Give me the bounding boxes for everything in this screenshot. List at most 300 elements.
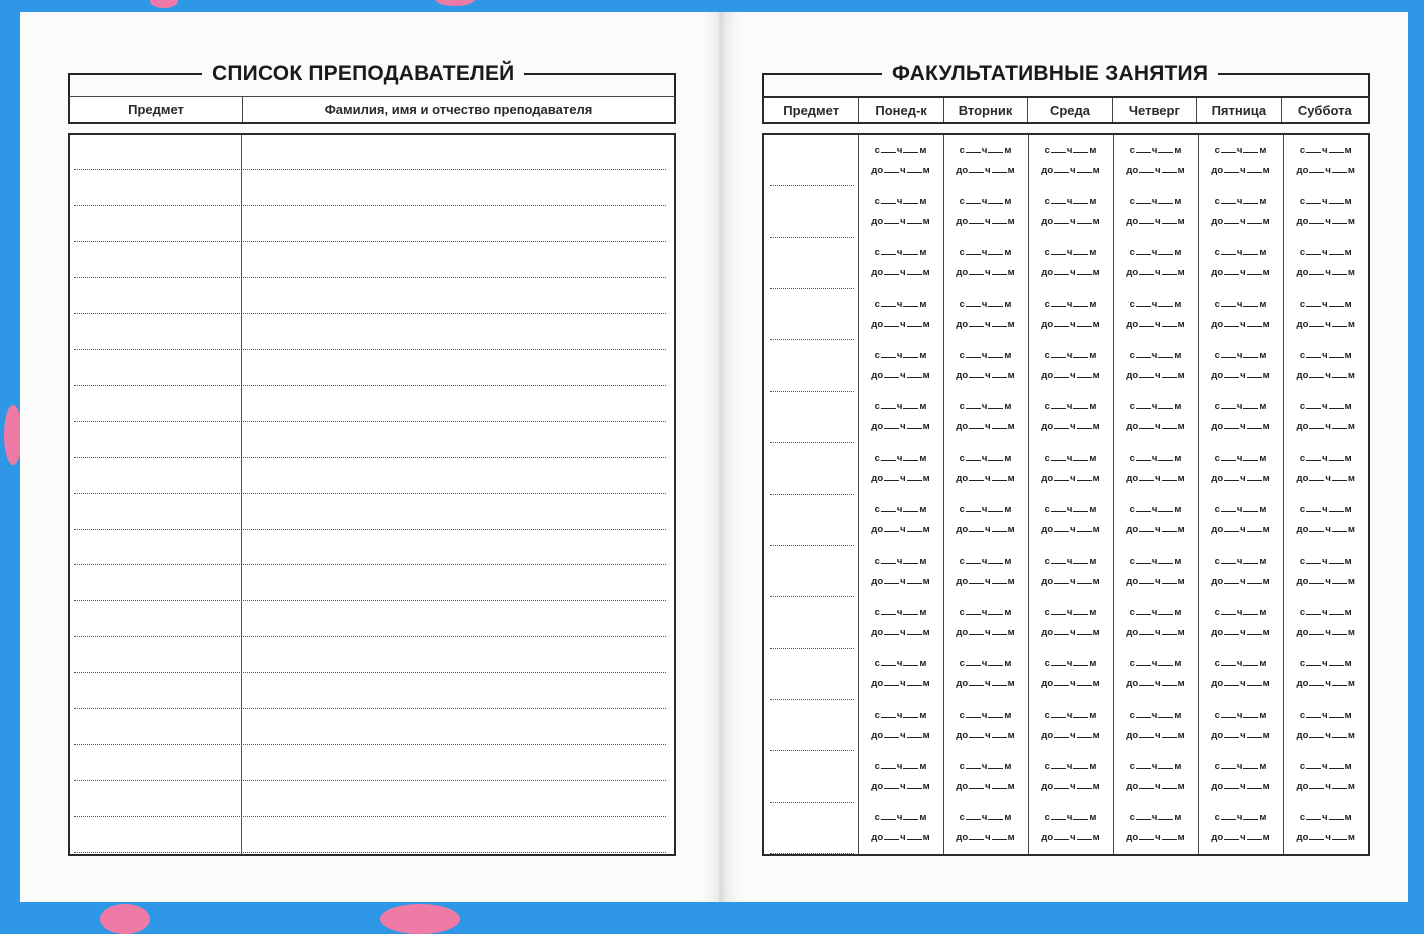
minute-blank[interactable] <box>1073 298 1088 307</box>
minute-blank[interactable] <box>1243 298 1258 307</box>
minute-blank[interactable] <box>1077 523 1092 532</box>
minute-blank[interactable] <box>1247 472 1262 481</box>
minute-blank[interactable] <box>1332 369 1347 378</box>
minute-blank[interactable] <box>988 555 1003 564</box>
minute-blank[interactable] <box>1329 811 1344 820</box>
minute-blank[interactable] <box>992 164 1007 173</box>
minute-blank[interactable] <box>1077 369 1092 378</box>
hour-blank[interactable] <box>1136 811 1151 820</box>
hour-blank[interactable] <box>1051 144 1066 153</box>
minute-blank[interactable] <box>1158 503 1173 512</box>
hour-blank[interactable] <box>1224 523 1239 532</box>
hour-blank[interactable] <box>1309 369 1324 378</box>
time-slot-cell[interactable] <box>1198 135 1283 186</box>
hour-blank[interactable] <box>1054 420 1069 429</box>
time-slot-cell[interactable] <box>858 238 943 289</box>
minute-blank[interactable] <box>1077 318 1092 327</box>
minute-blank[interactable] <box>1077 266 1092 275</box>
hour-blank[interactable] <box>1136 760 1151 769</box>
hour-blank[interactable] <box>1306 760 1321 769</box>
time-slot-cell[interactable] <box>1113 700 1198 751</box>
minute-blank[interactable] <box>992 420 1007 429</box>
time-slot-cell[interactable] <box>943 135 1028 186</box>
hour-blank[interactable] <box>969 677 984 686</box>
hour-blank[interactable] <box>1051 657 1066 666</box>
minute-blank[interactable] <box>1243 246 1258 255</box>
hour-blank[interactable] <box>1221 195 1236 204</box>
minute-blank[interactable] <box>1329 503 1344 512</box>
hour-blank[interactable] <box>1054 729 1069 738</box>
minute-blank[interactable] <box>992 369 1007 378</box>
subject-cell[interactable] <box>764 649 858 700</box>
time-slot-cell[interactable] <box>1028 443 1113 494</box>
minute-blank[interactable] <box>1158 349 1173 358</box>
minute-blank[interactable] <box>1162 780 1177 789</box>
hour-blank[interactable] <box>881 144 896 153</box>
minute-blank[interactable] <box>903 503 918 512</box>
minute-blank[interactable] <box>903 195 918 204</box>
time-slot-cell[interactable] <box>858 340 943 391</box>
minute-blank[interactable] <box>1073 349 1088 358</box>
hour-blank[interactable] <box>1309 575 1324 584</box>
hour-blank[interactable] <box>1221 298 1236 307</box>
time-slot-cell[interactable] <box>1198 443 1283 494</box>
time-slot-cell[interactable] <box>1113 186 1198 237</box>
minute-blank[interactable] <box>1329 709 1344 718</box>
minute-blank[interactable] <box>1077 780 1092 789</box>
hour-blank[interactable] <box>1306 606 1321 615</box>
subject-cell[interactable] <box>764 340 858 391</box>
time-slot-cell[interactable] <box>1198 700 1283 751</box>
hour-blank[interactable] <box>1221 144 1236 153</box>
minute-blank[interactable] <box>1158 709 1173 718</box>
hour-blank[interactable] <box>1051 709 1066 718</box>
hour-blank[interactable] <box>1224 677 1239 686</box>
time-slot-cell[interactable] <box>1198 803 1283 854</box>
minute-blank[interactable] <box>988 452 1003 461</box>
hour-blank[interactable] <box>1139 729 1154 738</box>
minute-blank[interactable] <box>988 246 1003 255</box>
hour-blank[interactable] <box>1051 400 1066 409</box>
time-slot-cell[interactable] <box>943 700 1028 751</box>
minute-blank[interactable] <box>1073 503 1088 512</box>
time-slot-cell[interactable] <box>858 443 943 494</box>
hour-blank[interactable] <box>881 246 896 255</box>
hour-blank[interactable] <box>1306 298 1321 307</box>
minute-blank[interactable] <box>1329 298 1344 307</box>
hour-blank[interactable] <box>1224 626 1239 635</box>
hour-blank[interactable] <box>1054 318 1069 327</box>
subject-cell[interactable] <box>764 186 858 237</box>
time-slot-cell[interactable] <box>943 443 1028 494</box>
hour-blank[interactable] <box>1224 831 1239 840</box>
minute-blank[interactable] <box>1332 318 1347 327</box>
hour-blank[interactable] <box>966 246 981 255</box>
time-slot-cell[interactable] <box>943 751 1028 802</box>
hour-blank[interactable] <box>1051 246 1066 255</box>
time-slot-cell[interactable] <box>943 340 1028 391</box>
hour-blank[interactable] <box>1139 677 1154 686</box>
minute-blank[interactable] <box>907 677 922 686</box>
minute-blank[interactable] <box>1329 144 1344 153</box>
hour-blank[interactable] <box>1221 349 1236 358</box>
time-slot-cell[interactable] <box>1113 546 1198 597</box>
minute-blank[interactable] <box>1162 369 1177 378</box>
time-slot-cell[interactable] <box>1283 289 1368 340</box>
time-slot-cell[interactable] <box>1283 495 1368 546</box>
minute-blank[interactable] <box>988 606 1003 615</box>
minute-blank[interactable] <box>992 780 1007 789</box>
minute-blank[interactable] <box>1247 215 1262 224</box>
minute-blank[interactable] <box>1158 452 1173 461</box>
minute-blank[interactable] <box>1329 246 1344 255</box>
minute-blank[interactable] <box>992 523 1007 532</box>
time-slot-cell[interactable] <box>1113 803 1198 854</box>
minute-blank[interactable] <box>1247 626 1262 635</box>
minute-blank[interactable] <box>1247 523 1262 532</box>
minute-blank[interactable] <box>1158 400 1173 409</box>
hour-blank[interactable] <box>884 215 899 224</box>
minute-blank[interactable] <box>1073 606 1088 615</box>
minute-blank[interactable] <box>1247 575 1262 584</box>
hour-blank[interactable] <box>1054 677 1069 686</box>
minute-blank[interactable] <box>1329 400 1344 409</box>
minute-blank[interactable] <box>1243 195 1258 204</box>
hour-blank[interactable] <box>969 472 984 481</box>
hour-blank[interactable] <box>1309 266 1324 275</box>
hour-blank[interactable] <box>1051 555 1066 564</box>
hour-blank[interactable] <box>884 318 899 327</box>
subject-cell[interactable] <box>764 546 858 597</box>
time-slot-cell[interactable] <box>1283 649 1368 700</box>
hour-blank[interactable] <box>969 318 984 327</box>
hour-blank[interactable] <box>1054 523 1069 532</box>
hour-blank[interactable] <box>1136 298 1151 307</box>
minute-blank[interactable] <box>1243 760 1258 769</box>
hour-blank[interactable] <box>884 420 899 429</box>
hour-blank[interactable] <box>1306 452 1321 461</box>
minute-blank[interactable] <box>1243 503 1258 512</box>
time-slot-cell[interactable] <box>1283 238 1368 289</box>
minute-blank[interactable] <box>907 626 922 635</box>
time-slot-cell[interactable] <box>1283 443 1368 494</box>
minute-blank[interactable] <box>1158 811 1173 820</box>
subject-cell[interactable] <box>764 289 858 340</box>
hour-blank[interactable] <box>1051 349 1066 358</box>
hour-blank[interactable] <box>1139 831 1154 840</box>
time-slot-cell[interactable] <box>858 495 943 546</box>
time-slot-cell[interactable] <box>943 649 1028 700</box>
hour-blank[interactable] <box>1139 472 1154 481</box>
time-slot-cell[interactable] <box>1113 289 1198 340</box>
time-slot-cell[interactable] <box>1283 700 1368 751</box>
time-slot-cell[interactable] <box>943 186 1028 237</box>
minute-blank[interactable] <box>1158 195 1173 204</box>
hour-blank[interactable] <box>1139 626 1154 635</box>
hour-blank[interactable] <box>966 606 981 615</box>
time-slot-cell[interactable] <box>1283 392 1368 443</box>
minute-blank[interactable] <box>1162 420 1177 429</box>
time-slot-cell[interactable] <box>1113 135 1198 186</box>
time-slot-cell[interactable] <box>1113 649 1198 700</box>
time-slot-cell[interactable] <box>1198 649 1283 700</box>
hour-blank[interactable] <box>1136 503 1151 512</box>
time-slot-cell[interactable] <box>1028 289 1113 340</box>
hour-blank[interactable] <box>1224 472 1239 481</box>
hour-blank[interactable] <box>1054 472 1069 481</box>
hour-blank[interactable] <box>1054 626 1069 635</box>
minute-blank[interactable] <box>903 144 918 153</box>
hour-blank[interactable] <box>966 760 981 769</box>
minute-blank[interactable] <box>1158 657 1173 666</box>
time-slot-cell[interactable] <box>1113 751 1198 802</box>
time-slot-cell[interactable] <box>1113 392 1198 443</box>
minute-blank[interactable] <box>1247 677 1262 686</box>
minute-blank[interactable] <box>988 760 1003 769</box>
hour-blank[interactable] <box>884 780 899 789</box>
hour-blank[interactable] <box>1139 164 1154 173</box>
hour-blank[interactable] <box>1224 215 1239 224</box>
hour-blank[interactable] <box>1051 503 1066 512</box>
time-slot-cell[interactable] <box>1028 546 1113 597</box>
minute-blank[interactable] <box>1329 555 1344 564</box>
minute-blank[interactable] <box>992 575 1007 584</box>
hour-blank[interactable] <box>1054 780 1069 789</box>
minute-blank[interactable] <box>1077 164 1092 173</box>
minute-blank[interactable] <box>1162 472 1177 481</box>
minute-blank[interactable] <box>903 709 918 718</box>
hour-blank[interactable] <box>1139 369 1154 378</box>
minute-blank[interactable] <box>903 298 918 307</box>
minute-blank[interactable] <box>1329 606 1344 615</box>
hour-blank[interactable] <box>1139 420 1154 429</box>
hour-blank[interactable] <box>1306 349 1321 358</box>
time-slot-cell[interactable] <box>1113 443 1198 494</box>
hour-blank[interactable] <box>1136 555 1151 564</box>
minute-blank[interactable] <box>1162 626 1177 635</box>
minute-blank[interactable] <box>1332 420 1347 429</box>
minute-blank[interactable] <box>1332 266 1347 275</box>
minute-blank[interactable] <box>1158 760 1173 769</box>
hour-blank[interactable] <box>1309 472 1324 481</box>
time-slot-cell[interactable] <box>1113 238 1198 289</box>
minute-blank[interactable] <box>1162 266 1177 275</box>
hour-blank[interactable] <box>966 555 981 564</box>
hour-blank[interactable] <box>966 349 981 358</box>
minute-blank[interactable] <box>1332 780 1347 789</box>
minute-blank[interactable] <box>1329 657 1344 666</box>
hour-blank[interactable] <box>969 575 984 584</box>
hour-blank[interactable] <box>1136 349 1151 358</box>
time-slot-cell[interactable] <box>1283 186 1368 237</box>
subject-cell[interactable] <box>764 238 858 289</box>
hour-blank[interactable] <box>1221 709 1236 718</box>
hour-blank[interactable] <box>1221 452 1236 461</box>
minute-blank[interactable] <box>1158 144 1173 153</box>
time-slot-cell[interactable] <box>1113 495 1198 546</box>
time-slot-cell[interactable] <box>1283 340 1368 391</box>
hour-blank[interactable] <box>881 555 896 564</box>
time-slot-cell[interactable] <box>1028 751 1113 802</box>
minute-blank[interactable] <box>1162 575 1177 584</box>
hour-blank[interactable] <box>881 298 896 307</box>
minute-blank[interactable] <box>1158 246 1173 255</box>
hour-blank[interactable] <box>1224 420 1239 429</box>
minute-blank[interactable] <box>1332 523 1347 532</box>
time-slot-cell[interactable] <box>1198 495 1283 546</box>
minute-blank[interactable] <box>907 729 922 738</box>
minute-blank[interactable] <box>1243 349 1258 358</box>
minute-blank[interactable] <box>1073 246 1088 255</box>
time-slot-cell[interactable] <box>858 392 943 443</box>
minute-blank[interactable] <box>1073 195 1088 204</box>
minute-blank[interactable] <box>1332 575 1347 584</box>
time-slot-cell[interactable] <box>858 597 943 648</box>
time-slot-cell[interactable] <box>943 238 1028 289</box>
minute-blank[interactable] <box>992 266 1007 275</box>
hour-blank[interactable] <box>1139 780 1154 789</box>
hour-blank[interactable] <box>969 831 984 840</box>
minute-blank[interactable] <box>907 369 922 378</box>
hour-blank[interactable] <box>1139 266 1154 275</box>
hour-blank[interactable] <box>1221 503 1236 512</box>
minute-blank[interactable] <box>988 298 1003 307</box>
minute-blank[interactable] <box>1243 606 1258 615</box>
minute-blank[interactable] <box>1243 555 1258 564</box>
minute-blank[interactable] <box>988 811 1003 820</box>
minute-blank[interactable] <box>907 523 922 532</box>
minute-blank[interactable] <box>988 195 1003 204</box>
time-slot-cell[interactable] <box>858 649 943 700</box>
minute-blank[interactable] <box>988 709 1003 718</box>
minute-blank[interactable] <box>907 472 922 481</box>
hour-blank[interactable] <box>966 298 981 307</box>
time-slot-cell[interactable] <box>943 803 1028 854</box>
hour-blank[interactable] <box>881 760 896 769</box>
time-slot-cell[interactable] <box>858 700 943 751</box>
hour-blank[interactable] <box>1309 523 1324 532</box>
hour-blank[interactable] <box>1306 709 1321 718</box>
hour-blank[interactable] <box>1221 811 1236 820</box>
time-slot-cell[interactable] <box>858 803 943 854</box>
minute-blank[interactable] <box>1247 164 1262 173</box>
minute-blank[interactable] <box>903 760 918 769</box>
minute-blank[interactable] <box>992 472 1007 481</box>
hour-blank[interactable] <box>881 452 896 461</box>
hour-blank[interactable] <box>969 420 984 429</box>
minute-blank[interactable] <box>988 657 1003 666</box>
minute-blank[interactable] <box>1329 349 1344 358</box>
hour-blank[interactable] <box>1224 266 1239 275</box>
hour-blank[interactable] <box>969 523 984 532</box>
time-slot-cell[interactable] <box>1198 392 1283 443</box>
hour-blank[interactable] <box>1139 523 1154 532</box>
hour-blank[interactable] <box>884 729 899 738</box>
minute-blank[interactable] <box>903 349 918 358</box>
hour-blank[interactable] <box>1224 369 1239 378</box>
hour-blank[interactable] <box>1224 318 1239 327</box>
subject-cell[interactable] <box>764 495 858 546</box>
minute-blank[interactable] <box>1162 831 1177 840</box>
hour-blank[interactable] <box>1309 831 1324 840</box>
time-slot-cell[interactable] <box>943 546 1028 597</box>
minute-blank[interactable] <box>907 831 922 840</box>
hour-blank[interactable] <box>1136 400 1151 409</box>
hour-blank[interactable] <box>1139 215 1154 224</box>
minute-blank[interactable] <box>907 266 922 275</box>
hour-blank[interactable] <box>881 657 896 666</box>
hour-blank[interactable] <box>1309 729 1324 738</box>
hour-blank[interactable] <box>966 452 981 461</box>
minute-blank[interactable] <box>988 144 1003 153</box>
minute-blank[interactable] <box>1243 400 1258 409</box>
hour-blank[interactable] <box>1136 246 1151 255</box>
time-slot-cell[interactable] <box>1028 186 1113 237</box>
hour-blank[interactable] <box>884 164 899 173</box>
time-slot-cell[interactable] <box>1283 751 1368 802</box>
time-slot-cell[interactable] <box>858 546 943 597</box>
hour-blank[interactable] <box>1309 780 1324 789</box>
hour-blank[interactable] <box>1306 400 1321 409</box>
minute-blank[interactable] <box>1332 215 1347 224</box>
hour-blank[interactable] <box>1139 318 1154 327</box>
hour-blank[interactable] <box>969 780 984 789</box>
time-slot-cell[interactable] <box>1283 135 1368 186</box>
minute-blank[interactable] <box>1247 318 1262 327</box>
hour-blank[interactable] <box>1221 400 1236 409</box>
minute-blank[interactable] <box>907 164 922 173</box>
minute-blank[interactable] <box>992 729 1007 738</box>
subject-cell[interactable] <box>764 700 858 751</box>
hour-blank[interactable] <box>1136 709 1151 718</box>
hour-blank[interactable] <box>884 369 899 378</box>
minute-blank[interactable] <box>1077 626 1092 635</box>
minute-blank[interactable] <box>1073 657 1088 666</box>
hour-blank[interactable] <box>966 400 981 409</box>
hour-blank[interactable] <box>1224 729 1239 738</box>
time-slot-cell[interactable] <box>858 186 943 237</box>
hour-blank[interactable] <box>1054 575 1069 584</box>
minute-blank[interactable] <box>903 657 918 666</box>
hour-blank[interactable] <box>1306 144 1321 153</box>
hour-blank[interactable] <box>1051 298 1066 307</box>
minute-blank[interactable] <box>1247 369 1262 378</box>
minute-blank[interactable] <box>1332 164 1347 173</box>
minute-blank[interactable] <box>1077 677 1092 686</box>
hour-blank[interactable] <box>966 709 981 718</box>
hour-blank[interactable] <box>1054 831 1069 840</box>
hour-blank[interactable] <box>1054 215 1069 224</box>
hour-blank[interactable] <box>881 811 896 820</box>
time-slot-cell[interactable] <box>1028 135 1113 186</box>
minute-blank[interactable] <box>1073 144 1088 153</box>
hour-blank[interactable] <box>1051 452 1066 461</box>
hour-blank[interactable] <box>1221 606 1236 615</box>
hour-blank[interactable] <box>884 266 899 275</box>
time-slot-cell[interactable] <box>1028 803 1113 854</box>
minute-blank[interactable] <box>1162 164 1177 173</box>
subject-cell[interactable] <box>764 751 858 802</box>
minute-blank[interactable] <box>903 246 918 255</box>
minute-blank[interactable] <box>1073 400 1088 409</box>
hour-blank[interactable] <box>881 400 896 409</box>
hour-blank[interactable] <box>966 195 981 204</box>
hour-blank[interactable] <box>884 523 899 532</box>
minute-blank[interactable] <box>1332 472 1347 481</box>
hour-blank[interactable] <box>1309 677 1324 686</box>
hour-blank[interactable] <box>969 626 984 635</box>
minute-blank[interactable] <box>903 452 918 461</box>
